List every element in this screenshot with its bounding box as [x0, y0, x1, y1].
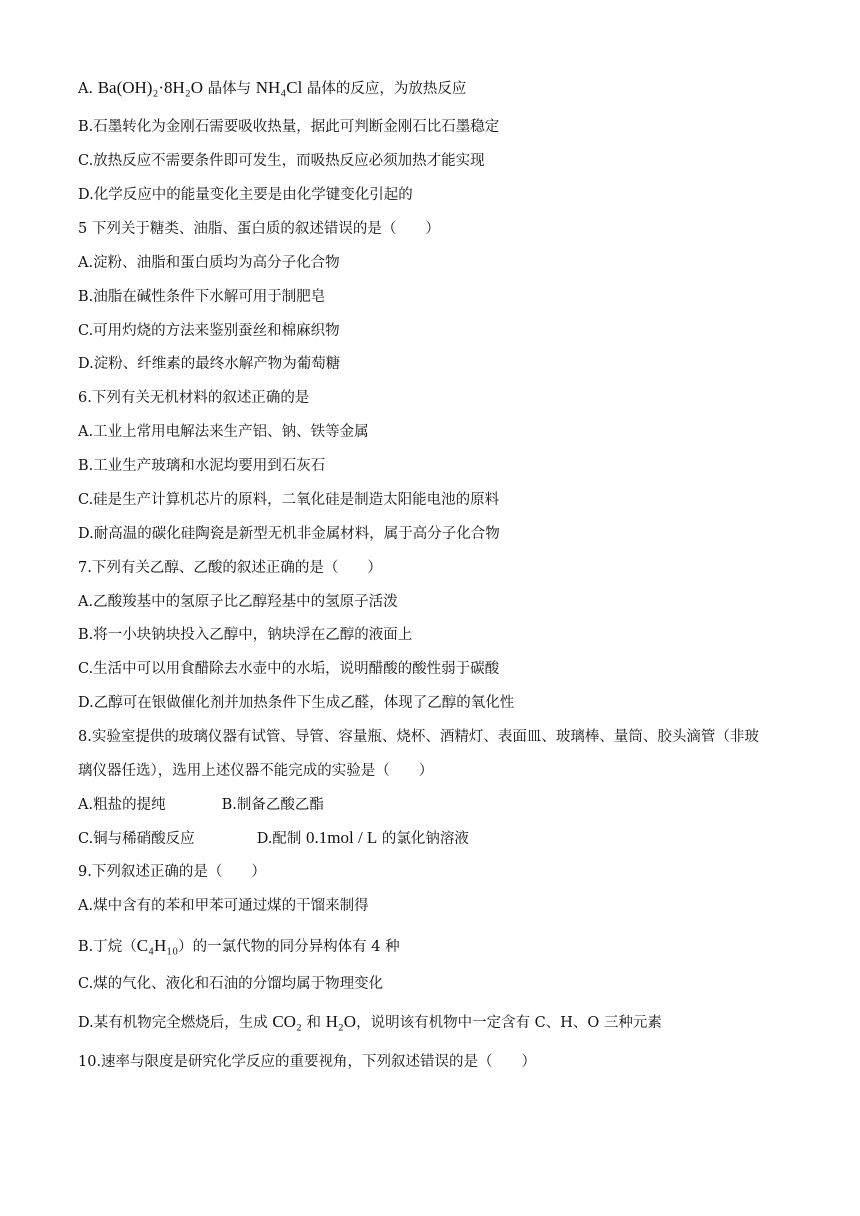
- text-fragment: ）的一氯代物的同分异构体有 4 种: [178, 939, 400, 955]
- option-line: C.煤的气化、液化和石油的分馏均属于物理变化: [78, 976, 384, 992]
- text-fragment: 和: [301, 1015, 326, 1031]
- option-row: [78, 795, 800, 815]
- option-line: D.化学反应中的能量变化主要是由化学键变化引起的: [78, 187, 413, 203]
- option-label: A.: [78, 81, 98, 97]
- text-fragment: D.某有机物完全燃烧后，生成: [78, 1015, 273, 1031]
- option-line: A.乙酸羧基中的氢原子比乙醇羟基中的氢原子活泼: [78, 594, 398, 610]
- question-stem: 10.速率与限度是研究化学反应的重要视角，下列叙述错误的是（ ）: [78, 1054, 537, 1070]
- question-stem-continued: 璃仪器任选），选用上述仪器不能完成的实验是（ ）: [78, 763, 434, 779]
- option-line: D.乙醇可在银做催化剂并加热条件下生成乙醛，体现了乙醇的氧化性: [78, 695, 515, 711]
- option-line: C.生活中可以用食醋除去水壶中的水垢，说明醋酸的酸性弱于碳酸: [78, 661, 500, 677]
- option-line: C.可用灼烧的方法来鉴别蚕丝和棉麻织物: [78, 323, 340, 339]
- text-fragment: 晶体与: [203, 81, 256, 97]
- option-line: [78, 936, 800, 957]
- option-line: A.煤中含有的苯和甲苯可通过煤的干馏来制得: [78, 898, 369, 914]
- option-line: B.工业生产玻璃和水泥均要用到石灰石: [78, 458, 326, 474]
- formula: CO₂: [272, 1012, 302, 1031]
- text-fragment: 的氯化钠溶液: [377, 831, 469, 847]
- option-line: B.石墨转化为金刚石需要吸收热量，据此可判断金刚石比石墨稳定: [78, 119, 500, 135]
- option-line: C.硅是生产计算机芯片的原料，二氧化硅是制造太阳能电池的原料: [78, 492, 500, 508]
- option-a: A.粗盐的提纯: [78, 797, 166, 813]
- formula: 0.1mol / L: [306, 828, 378, 847]
- option-d: D.配制: [256, 831, 307, 847]
- option-line: D.耐高温的碳化硅陶瓷是新型无机非金属材料，属于高分子化合物: [78, 526, 500, 542]
- option-line: D.淀粉、纤维素的最终水解产物为葡萄糖: [78, 356, 341, 372]
- option-line: [78, 78, 800, 99]
- question-stem: 6.下列有关无机材料的叙述正确的是: [78, 390, 310, 406]
- formula: NH₄Cl: [255, 78, 303, 97]
- question-stem: 7.下列有关乙醇、乙酸的叙述正确的是（ ）: [78, 560, 382, 576]
- text-fragment: ，说明该有机物中一定含有 C、H、O 三种元素: [356, 1015, 662, 1031]
- text-fragment: B.丁烷（: [78, 939, 137, 955]
- formula: C₄H₁₀: [136, 936, 179, 955]
- question-stem: 5 下列关于糖类、油脂、蛋白质的叙述错误的是（ ）: [78, 221, 440, 237]
- option-c: C.铜与稀硝酸反应: [78, 831, 195, 847]
- option-line: A.淀粉、油脂和蛋白质均为高分子化合物: [78, 255, 340, 271]
- option-line: [78, 1012, 800, 1033]
- option-line: B.将一小块钠块投入乙醇中，钠块浮在乙醇的液面上: [78, 627, 413, 643]
- text-fragment: 晶体的反应，为放热反应: [302, 81, 467, 97]
- option-row: [78, 828, 800, 849]
- option-line: B.油脂在碱性条件下水解可用于制肥皂: [78, 289, 326, 305]
- formula: Ba(OH)₂·8H₂O: [97, 78, 204, 97]
- option-line: C.放热反应不需要条件即可发生，而吸热反应必须加热才能实现: [78, 153, 485, 169]
- question-stem: 8.实验室提供的玻璃仪器有试管、导管、容量瓶、烧杯、酒精灯、表面皿、玻璃棒、量筒、胶头滴管（非玻: [78, 729, 759, 745]
- question-stem: 9.下列叙述正确的是（ ）: [78, 864, 266, 880]
- option-line: A.工业上常用电解法来生产铝、钠、铁等金属: [78, 424, 369, 440]
- option-b: B.制备乙酸乙酯: [221, 797, 324, 813]
- formula: H₂O: [325, 1012, 357, 1031]
